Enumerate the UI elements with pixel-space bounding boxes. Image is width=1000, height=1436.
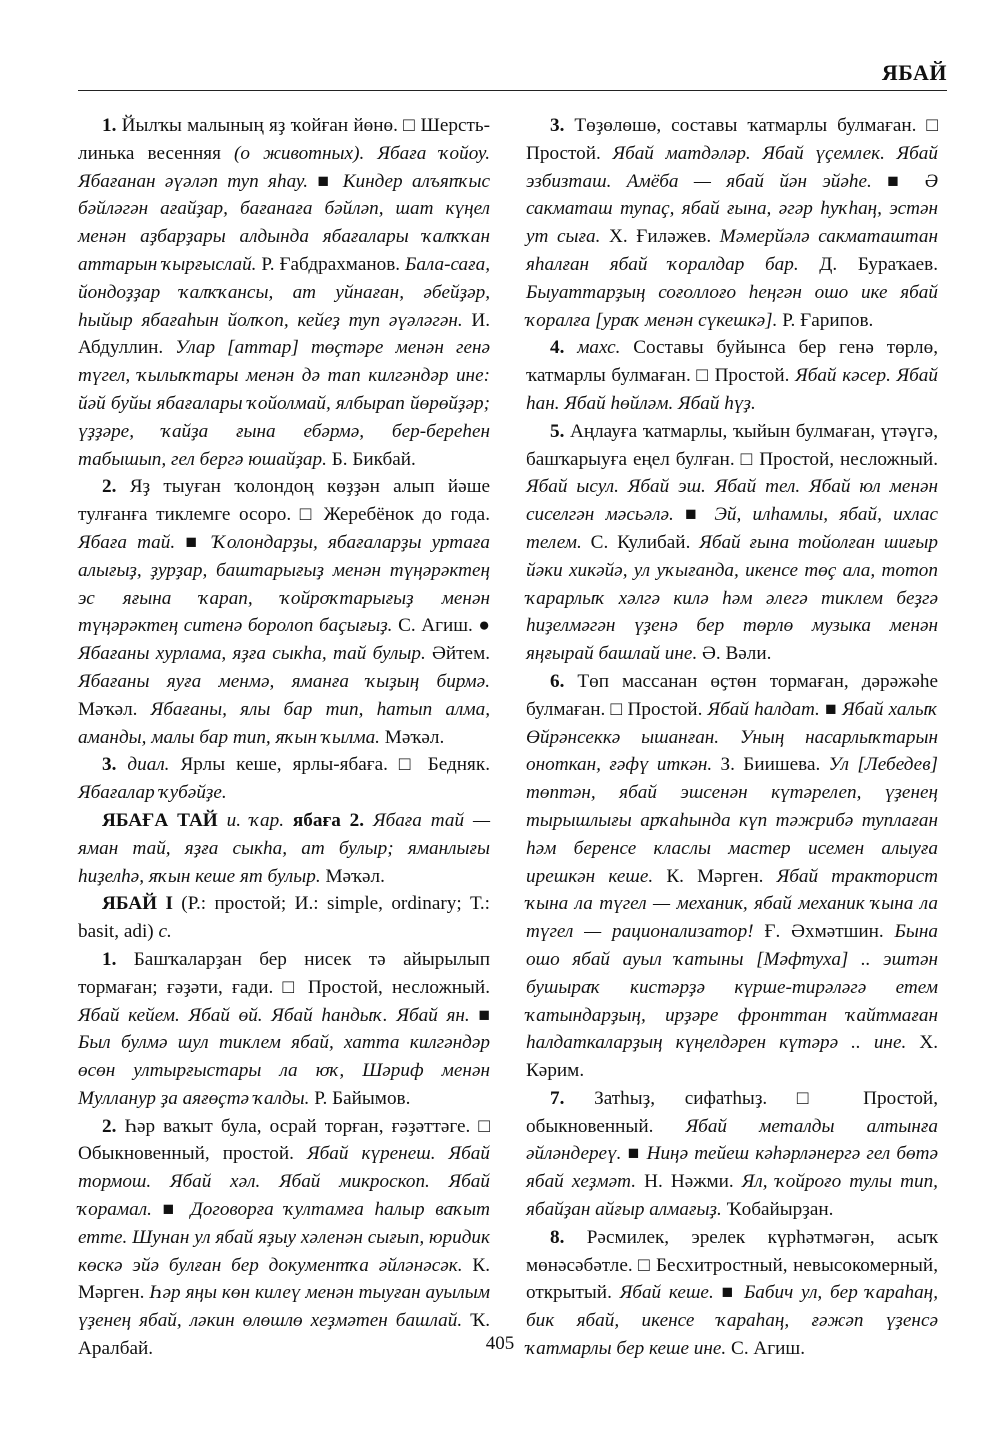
example: Ябай кәсер. Ябай һан. Ябай һөйләм. Ябай һүҙ. — [526, 365, 938, 414]
quotation: Ул [Лебедев] төптән, ябай эшсенән күтәрелеп, үҙенең тырышлығы арҡаһында күп тәжрибә туплаған һәм беренсе класлы мастер исемен алыуға ирешкән кеше. — [526, 754, 938, 887]
author: З. Биишева. — [712, 754, 829, 776]
example: Ябай матдәләр. Ябай үҫемлек. Ябай эзбизташ. Амёба — ябай йән эйәһе. — [526, 142, 938, 192]
source: Әйтем. — [425, 643, 491, 665]
definition: Ярлы кеше, ярлы-ябаға. □ Бедняк. — [169, 754, 491, 776]
label: махс. — [577, 337, 621, 359]
sense-number: 2. — [102, 1115, 117, 1137]
entry-sense-4 — [526, 334, 938, 417]
definition: Башҡаларҙан бер нисек тә айырылып тормаған; ғәҙәти, ғади. □ Простой, несложный. — [78, 948, 490, 998]
proverb: Ябағаны хурлама, яҙға сыкһа, тай булыр. — [78, 643, 426, 665]
example: Ябай кеше. — [619, 1282, 714, 1304]
entry-sense-6 — [526, 668, 938, 1085]
definition: Йылҡы малының яҙ ҡойған йөнө. □ Шерсть-линька весенняя — [78, 115, 490, 164]
example: Ябай ысул. Ябай эш. Ябай тел. Ябай юл менән сиселгән мәсьәлә. — [526, 476, 938, 526]
author: С. Кулибай. — [581, 531, 700, 553]
sense-number: 8. — [550, 1226, 565, 1248]
example: Ябай металды алтынға әйләндереү. — [526, 1115, 939, 1165]
quotation: Бала-саға, йондоҙҙар ҡалҡҡансы, ат уйнаған, әбейҙәр, һыйыр ябағаһын йолҡоп, кейеҙ туп әүәләгән. — [78, 253, 490, 331]
square-marker: ■ — [871, 170, 925, 192]
entry-sense-3 — [526, 112, 938, 334]
example: Ябаға ҡойоу. Ябағанан әүәләп туп яһау. — [78, 142, 491, 192]
translations: (Р.: простой; И.: simple, ordinary; Т.: basit, adi) — [78, 893, 490, 943]
author: С. Агиш. — [726, 1338, 805, 1360]
entry-sense-1 — [78, 946, 490, 1113]
author: Х. Ғиләжев. — [600, 226, 720, 248]
author: С. Агиш. ● — [392, 615, 490, 637]
spacer — [364, 810, 373, 831]
author: К. Мәрген. — [653, 865, 777, 887]
square-marker: ■ — [308, 170, 343, 192]
entry-sense-5 — [526, 418, 938, 668]
author: Д. Бураҡаев. — [798, 253, 938, 275]
header-rule — [78, 90, 947, 91]
author: Ҡ. Аралбай. — [78, 1310, 490, 1360]
spacer — [364, 143, 377, 164]
square-marker: ■ — [151, 1199, 191, 1221]
source: Мәҡәл. — [379, 726, 445, 748]
entry-sense-7 — [526, 1085, 938, 1224]
example: Ябағалар ҡубәйҙе. — [78, 782, 227, 804]
label: и. ҡар. — [226, 809, 285, 831]
part-of-speech: с. — [158, 921, 172, 943]
quotation: Бабич ул, бер ҡараһаң, бик ябай, икенсе ҡараһаң, ғәжәп үҙенсә ҡатмарлы бер кеше ине. — [526, 1282, 938, 1360]
author: Р. Байымов. — [309, 1087, 411, 1109]
author: Б. Бикбай. — [326, 448, 416, 470]
headword: ЯБАЙ I — [102, 893, 173, 915]
square-marker: ■ — [673, 504, 715, 526]
proverb: Ябағаны яуға менмә, яманға ҡыҙың бирмә. — [78, 670, 490, 692]
definition: Төп массанан өҫтөн тормаған, дәрәжәһе булмаған. □ Простой. — [526, 670, 938, 720]
example: Ябай һалдат. — [707, 698, 820, 720]
proverb: Ябағаны, ялы бар тип, һатып алма, аманды, малы бар тип, яҡын ҡылма. — [78, 698, 490, 748]
sense-number: 3. — [550, 115, 565, 136]
entry-sense-1 — [78, 112, 490, 473]
quotation: Ә сакматаш тупаҫ, ябай ғына, әгәр һуҡһаң, эстән ут сыға. — [526, 170, 938, 248]
usage-note: (о животных). — [234, 142, 365, 164]
author: Н. Нәжми. — [636, 1171, 742, 1193]
quotation: Был булмә шул тиклем ябай, хатта килгәндәр өсөн ултырғыстары ла юҡ, Шәриф менән Мулланур ҙа аяғөҫтә ҡалды. — [78, 1032, 490, 1109]
quotation: Һәр яңы көн килеү менән тыуған ауылым үҙенең ябай, ләкин өлөшлө хеҙмәтен башлай. — [78, 1282, 490, 1332]
proverb: Ябаға тай — яман тай, яҙға сыкһа, ат булыр; яманлығы һиҙелһә, яҡын кеше ят булыр. — [78, 809, 490, 887]
quotation: Эй, илһамлы, ябай, ихлас телем. — [526, 504, 938, 553]
square-marker: ■ — [469, 1004, 490, 1026]
right-column — [526, 112, 938, 1363]
page-number: 405 — [485, 1333, 515, 1354]
example: Ябай кейем. Ябай өй. Ябай һандыҡ. Ябай ян. — [78, 1004, 470, 1026]
sense-number: 6. — [550, 670, 565, 692]
sense-number: 3. — [102, 754, 117, 776]
definition: Рәсмилек, эрелек күрһәтмәгән, асыҡ мөнәсәбәтле. □ Бесхитростный, невысокомерный, открытый. — [526, 1226, 938, 1304]
sense-number: 1. — [102, 948, 117, 970]
square-marker: ■ — [175, 531, 213, 553]
definition: Һәр ваҡыт була, осрай торған, ғәҙәттәге. □ Обыкновенный, простой. — [78, 1115, 490, 1165]
author: Х. Кәрим. — [526, 1032, 939, 1082]
sense-number: 5. — [550, 420, 565, 442]
quotation: Бына ошо ябай ауыл ҡатыны [Мәфтуха] .. эштән бушыраҡ кистәрҙә күрше-тирәләгә етем ҡатындарҙың, ирҙәре фронттан ҡайтмаған һалдаткаларҙың күңелдәрен күтәрә .. ине. — [526, 921, 938, 1054]
sense-number: 4. — [550, 337, 565, 359]
author: И. Абдуллин. — [78, 309, 490, 359]
author: Р. Ғарипов. — [777, 309, 874, 331]
spacer — [116, 754, 127, 775]
quotation: Улар [аттар] төҫтәре менән генә түгел, ҡылыҡтары менән дә тап килгәндәр ине: йәй буйы ябағалары ҡойолмай, ялбырап йөрөйҙәр; үҙҙәре, ҡайҙа ғына ебәрмә, бер-береһен табышып, гел бергә юшайҙар. — [78, 337, 490, 470]
quotation: Ябай ғына тойолған шиғыр йәки хикәйә, ул уҡығанда, икенсе төҫ ала, тотоп ҡарарлыҡ хәлгә килә һәм әлегә тиклем беҙгә һиҙелмәгән үҙенә бер төрлө музыка менән яңғырай башлай ине. — [526, 531, 938, 665]
quotation: Ҡолондарҙы, ябағаларҙы уртаға алығыҙ, ҙурҙар, баштарығыҙ менән түңәрәктең эс яғына ҡарап, ҡойроҡтарығыҙ менән түңәрәктең ситенә боролоп баҫығыҙ. — [78, 531, 491, 637]
running-head: ЯБАЙ — [881, 60, 947, 85]
example: Ябай күренеш. Ябай тормош. Ябай хәл. Ябай микроскоп. Ябай ҡорамал. — [78, 1143, 490, 1221]
example: Ябаға тай. — [78, 531, 176, 553]
quotation: Мәмерйәлә сакматаштан яһалған ябай ҡоралдар бар. — [526, 226, 939, 275]
entry-sense-2 — [78, 1113, 490, 1363]
entry-sense-2 — [78, 473, 490, 751]
quotation: Ябай тракторист ҡына ла түгел — механик, ябай механик ҡына ла түгел — рационализатор! — [526, 865, 938, 943]
quotation: Ял, ҡойроғо тулы тип, ябайҙан айғыр алмағыҙ. — [526, 1171, 938, 1221]
sense-number: 7. — [550, 1087, 565, 1109]
definition: Аңлауға ҡатмарлы, ҡыйын булмаған, үтәүгә, башҡарыуға еңел булған. □ Простой, несложный. — [526, 420, 938, 470]
square-marker: ■ — [819, 698, 843, 720]
definition: Яҙ тыуған ҡолондоң көҙҙән алып йәше тулғанға тиклемге осоро. □ Жеребёнок до года. — [78, 476, 490, 526]
definition: Төҙөлөшө, составы ҡатмарлы булмаған. □ Простой. — [526, 115, 938, 164]
source: Мәҡәл. — [78, 698, 151, 720]
headword: ЯБАҒА ТАЙ — [102, 809, 218, 831]
definition: Затһыҙ, сифатһыҙ. □ Простой, обыкновенный. — [526, 1087, 938, 1137]
source: Ҡобайырҙан. — [721, 1199, 834, 1221]
label: диал. — [127, 754, 170, 776]
square-marker: ■ — [713, 1282, 744, 1304]
source: Мәҡәл. — [320, 865, 385, 887]
left-column — [78, 112, 490, 1363]
quotation: Быуаттарҙың соғоллоғо һеңгән ошо ике ябай ҡоралға [ураҡ менән сүкешкә]. — [526, 281, 938, 331]
headword-entry-yabay — [78, 890, 490, 946]
author: К. Мәрген. — [78, 1254, 490, 1304]
sense-number: 1. — [102, 115, 117, 136]
square-marker: ■ — [621, 1143, 647, 1165]
spacer — [218, 810, 227, 831]
headword-entry-yabaga-tay — [78, 807, 490, 890]
author: Ә. Вәли. — [697, 643, 772, 665]
quotation: Договорға ҡултамға һалыр ваҡыт етте. Шунан ул ябай яҙыу хәленән сығып, юридик көскә эйә булған бер документҡа әйләнәсәк. — [78, 1199, 491, 1276]
entry-sense-3 — [78, 751, 490, 807]
author: Ғ. Әхмәтшин. — [753, 921, 895, 943]
definition: Составы буйынса бер генә төрлө, ҡатмарлы булмаған. □ Простой. — [526, 337, 938, 387]
spacer — [564, 337, 577, 358]
quotation: Ябай халыҡ Өйрәнсеккә ышанған. Уның насарлыҡтарын оноткан, ғәфү иткән. — [526, 698, 938, 776]
quotation: Ниңә тейеш кәһәрләнергә гел бөтә ябай хеҙмәт. — [526, 1143, 938, 1193]
author: Р. Ғабдрахманов. — [256, 253, 405, 275]
sense-number: 2. — [102, 476, 117, 498]
cross-reference: ябаға 2. — [292, 809, 365, 831]
quotation: Киндер алъяпҡыс бәйләгән ағайҙар, бағанаға бәйләп, шат күңел менән аҙбарҙары алдында ябағалары ҡалҡҡан аттарын ҡырғыслай. — [78, 170, 491, 275]
spacer — [284, 810, 293, 831]
